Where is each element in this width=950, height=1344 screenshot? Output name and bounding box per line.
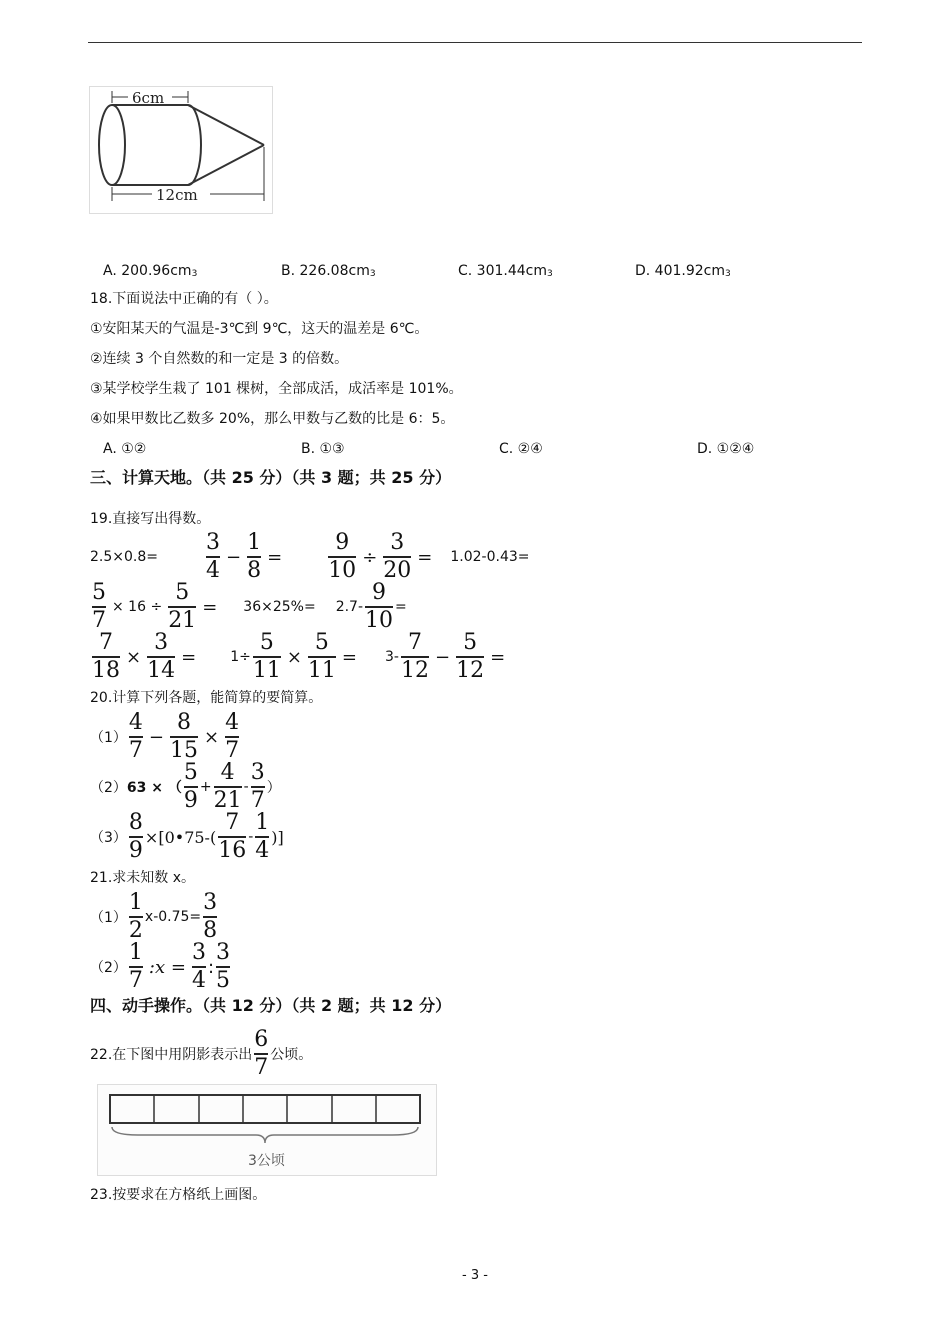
q21-stem: 21.求未知数 x。 xyxy=(90,870,195,886)
q19-r2-b: 36×25%= xyxy=(243,599,316,615)
fraction: $\frac{3}{4}$ xyxy=(191,940,206,993)
fraction: $\frac{7}{16}$ xyxy=(218,810,247,863)
q17-option-a: A. 200.96cm3 xyxy=(103,263,198,279)
fraction: $\frac{9}{10}$ xyxy=(365,580,394,633)
q18-item-4: ④如果甲数比乙数多 20%，那么甲数与乙数的比是 6：5。 xyxy=(90,411,455,427)
hectare-bar-figure xyxy=(97,1084,437,1176)
fraction: $\frac{6}{7}$ xyxy=(254,1027,269,1080)
fraction: $\frac{3}{8}$ xyxy=(203,890,218,943)
fraction: $\frac{3}{4}$ xyxy=(206,530,220,583)
q18-item-1: ①安阳某天的气温是-3℃到 9℃，这天的温差是 6℃。 xyxy=(90,321,429,337)
fraction: $\frac{3}{20}$ xyxy=(383,530,412,583)
fraction: $\frac{5}{9}$ xyxy=(183,760,198,813)
q18-item-3: ③某学校学生栽了 101 棵树，全部成活，成活率是 101%。 xyxy=(90,381,463,397)
fraction: $\frac{4}{7}$ xyxy=(128,710,143,763)
fraction: $\frac{1}{7}$ xyxy=(128,940,143,993)
q21-part-1: （1） $\frac{1}{2}$ x-0.75= $\frac{3}{8}$ xyxy=(90,890,218,943)
q20-stem: 20.计算下列各题，能简算的要简算。 xyxy=(90,690,323,706)
fraction: $\frac{4}{7}$ xyxy=(225,710,240,763)
fraction: $\frac{7}{12}$ xyxy=(400,630,429,683)
q17-option-d: D. 401.92cm3 xyxy=(635,263,731,279)
q18-option-b: B. ①③ xyxy=(301,441,345,457)
fraction: $\frac{8}{15}$ xyxy=(170,710,199,763)
q17-option-b: B. 226.08cm3 xyxy=(281,263,376,279)
figure-label-3-hectare: 3公顷 xyxy=(248,1153,285,1169)
figure-top-label: 6cm xyxy=(132,89,165,107)
q22-stem: 22.在下图中用阴影表示出 $\frac{6}{7}$ 公顷。 xyxy=(90,1027,313,1080)
fraction: $\frac{8}{9}$ xyxy=(128,810,143,863)
fraction: $\frac{4}{21}$ xyxy=(213,760,242,813)
figure-bottom-label: 12cm xyxy=(156,186,198,204)
fraction: $\frac{3}{5}$ xyxy=(216,940,231,993)
fraction: $\frac{5}{11}$ xyxy=(307,630,336,683)
header-rule xyxy=(88,42,862,43)
cylinder-cone-figure xyxy=(89,86,273,214)
fraction: $\frac{5}{12}$ xyxy=(456,630,485,683)
q21-part-2: （2） $\frac{1}{7}$ :x = $\frac{3}{4}$ : $\frac{3}{5}$ xyxy=(90,940,231,993)
q20-part-3: （3） $\frac{8}{9}$ ×[0•75-( $\frac{7}{16}$ - $\frac{1}{4}$ )] xyxy=(90,810,284,863)
fraction: $\frac{3}{14}$ xyxy=(147,630,176,683)
fraction: $\frac{1}{2}$ xyxy=(128,890,143,943)
q18-stem: 18.下面说法中正确的有（ ）。 xyxy=(90,291,278,307)
page-number: - 3 - xyxy=(462,1268,488,1283)
q19-row-1: 2.5×0.8= $\frac{3}{4}$ − $\frac{1}{8}$ = $\frac{9}{10}$ ÷ $\frac{3}{20}$ = 1.02-0.43= xyxy=(90,530,530,583)
fraction: $\frac{7}{18}$ xyxy=(92,630,120,683)
q20-part-1: （1） $\frac{4}{7}$ − $\frac{8}{15}$ × $\frac{4}{7}$ xyxy=(90,710,240,763)
section-3-heading: 三、计算天地。（共 25 分）（共 3 题；共 25 分） xyxy=(90,468,452,487)
q18-option-a: A. ①② xyxy=(103,441,147,457)
fraction: $\frac{9}{10}$ xyxy=(328,530,357,583)
q23-stem: 23.按要求在方格纸上画图。 xyxy=(90,1187,267,1203)
fraction: $\frac{5}{21}$ xyxy=(168,580,197,633)
q18-option-d: D. ①②④ xyxy=(697,441,755,457)
q19-row-2: $\frac{5}{7}$ × 16 ÷ $\frac{5}{21}$ = 36×25%= 2.7- $\frac{9}{10}$ = xyxy=(92,580,407,633)
fraction: $\frac{1}{8}$ xyxy=(247,530,262,583)
q19-row-3: $\frac{7}{18}$ × $\frac{3}{14}$ = 1÷ $\frac{5}{11}$ × $\frac{5}{11}$ = 3- $\frac{7}{12}$ − $\frac{5}{12}$ = xyxy=(92,630,506,683)
q17-option-c: C. 301.44cm3 xyxy=(458,263,553,279)
section-4-heading: 四、动手操作。（共 12 分）（共 2 题；共 12 分） xyxy=(90,996,452,1015)
q19-stem: 19.直接写出得数。 xyxy=(90,511,211,527)
q18-option-c: C. ②④ xyxy=(499,441,543,457)
fraction: $\frac{1}{4}$ xyxy=(255,810,270,863)
fraction: $\frac{5}{11}$ xyxy=(252,630,281,683)
fraction: $\frac{3}{7}$ xyxy=(250,760,265,813)
q19-r1-a: 2.5×0.8= xyxy=(90,549,158,565)
q18-item-2: ②连续 3 个自然数的和一定是 3 的倍数。 xyxy=(90,351,349,367)
q19-r1-d: 1.02-0.43= xyxy=(450,549,530,565)
fraction: $\frac{5}{7}$ xyxy=(92,580,106,633)
q20-part-2: （2） 63 × （ $\frac{5}{9}$ + $\frac{4}{21}$ - $\frac{3}{7}$ ） xyxy=(90,760,281,813)
